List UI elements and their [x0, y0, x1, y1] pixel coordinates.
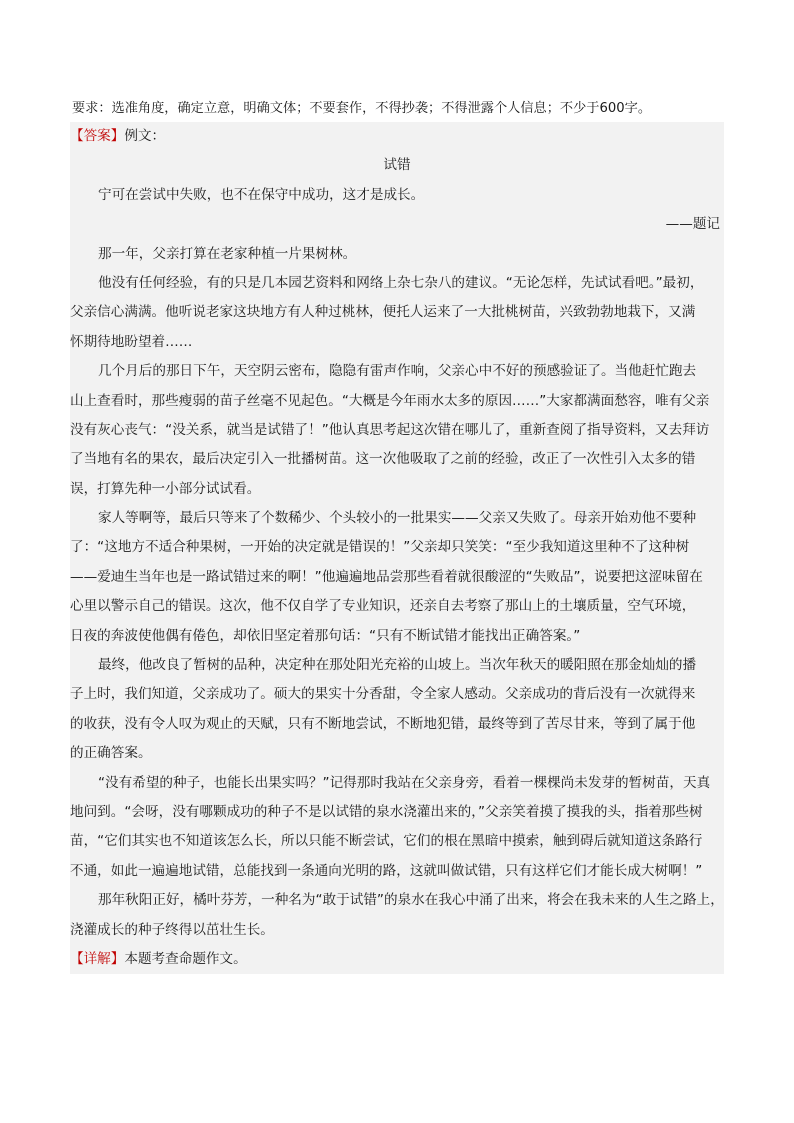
essay-line: 他没有任何经验，有的只是几本园艺资料和网络上杂七杂八的建议。“无论怎样，先试试看吧。”最初，	[98, 274, 704, 291]
answer-intro: 例文：	[124, 128, 166, 144]
detail-bracket-close: 】	[110, 950, 125, 967]
essay-line: “没有希望的种子，也能长出果实吗？”记得那时我站在父亲身旁，看着一棵棵尚未发芽的暂树苗，天真	[98, 774, 711, 791]
detail-text: 本题考查命题作文。	[124, 950, 247, 967]
detail-label	[70, 945, 724, 974]
essay-line: 怀期待地盼望着……	[70, 333, 193, 350]
answer-section	[70, 122, 724, 974]
detail-tag: 详解	[83, 950, 111, 967]
essay-line: 苗，“它们其实也不知道该怎么长，所以只能不断尝试，它们的根在黑暗中摸索，触到碍后就知道这条路行	[70, 833, 703, 850]
essay-line: 没有灰心丧气：“没关系，就当是试错了！”他认真思考起这次错在哪儿了，重新查阅了指导资料，又去拜访	[70, 421, 710, 438]
essay-line: 父亲信心满满。他听说老家这块地方有人种过桃林，便托人运来了一大批桃树苗，兴致勃勃地栽下，又满	[70, 304, 696, 321]
essay-line: 地问到。“会呀，没有哪颗成功的种子不是以试错的泉水浇灌出来的，”父亲笑着摸了摸我的头，指着那些树	[70, 803, 703, 820]
essay-epigraph: 宁可在尝试中失败，也不在保守中成功，这才是成长。	[98, 186, 425, 203]
essay-line: 心里以警示自己的错误。这次，他不仅自学了专业知识，还亲自去考察了那山上的土壤质量，空气环境，	[70, 598, 696, 615]
essay-line: 误，打算先种一小部分试试看。	[70, 480, 261, 497]
essay-line: 最终，他改良了暂树的品种，决定种在那处阳光充裕的山坡上。当次年秋天的暖阳照在那金灿灿的播	[98, 657, 697, 674]
essay-line: 那年秋阳正好，橘叶芬芳，一种名为“敢于试错”的泉水在我心中涌了出来，将会在我未来的人生之路上，	[98, 892, 724, 909]
essay-line: ——爱迪生当年也是一路试错过来的啊！”他遍遍地品尝那些看着就很酸涩的“失败品”，说要把这涩味留在	[70, 568, 703, 585]
essay-line: 了：“这地方不适合种果树，一开始的决定就是错误的！”父亲却只笑笑：“至少我知道这里种不了这种树	[70, 539, 690, 556]
essay-title: 试错	[383, 157, 411, 174]
essay-line: 不通，如此一遍遍地试错，总能找到一条通向光明的路，这就叫做试错，只有这样它们才能长成大树啊！”	[70, 862, 703, 879]
answer-tag: 答案	[83, 128, 111, 144]
epigraph-attribution: ——题记	[665, 216, 720, 233]
answer-label	[70, 122, 724, 151]
requirement-text: 要求：选准角度，确定立意，明确文体；不要套作，不得抄袭；不得泄露个人信息；不少于600字。	[72, 101, 652, 116]
essay-body	[70, 240, 724, 945]
essay-line: 的收获，没有令人叹为观止的天赋，只有不断地尝试，不断地犯错，最终等到了苦尽甘来，等到了属于他	[70, 715, 696, 732]
essay-line: 了当地有名的果农，最后决定引入一批播树苗。这一次他吸取了之前的经验，改正了一次性引入太多的错	[70, 451, 696, 468]
essay-line: 的正确答案。	[70, 745, 152, 762]
essay-line: 那一年，父亲打算在老家种植一片果树林。	[98, 245, 357, 262]
essay-line: 浇灌成长的种子终得以茁壮生长。	[70, 921, 274, 938]
essay-line: 山上查看时，那些瘦弱的苗子丝毫不见起色。“大概是今年雨水太多的原因……”大家都满面愁容，唯有父亲	[70, 392, 710, 409]
detail-bracket-open: 【	[70, 950, 84, 967]
essay-line: 家人等啊等，最后只等来了个数稀少、个头较小的一批果实——父亲又失败了。母亲开始劝他不要种	[98, 510, 697, 527]
answer-bracket-close: 】	[110, 128, 125, 144]
essay-line: 子上时，我们知道，父亲成功了。硕大的果实十分香甜，令全家人感动。父亲成功的背后没有一次就得来	[70, 686, 696, 703]
document-page	[70, 96, 724, 974]
essay-line: 日夜的奔波使他偶有倦色，却依旧坚定着那句话：“只有不断试错才能找出正确答案。”	[70, 627, 581, 644]
answer-bracket-open: 【	[70, 128, 84, 144]
essay-line: 几个月后的那日下午，天空阴云密布，隐隐有雷声作响，父亲心中不好的预感验证了。当他赶忙跑去	[98, 363, 697, 380]
